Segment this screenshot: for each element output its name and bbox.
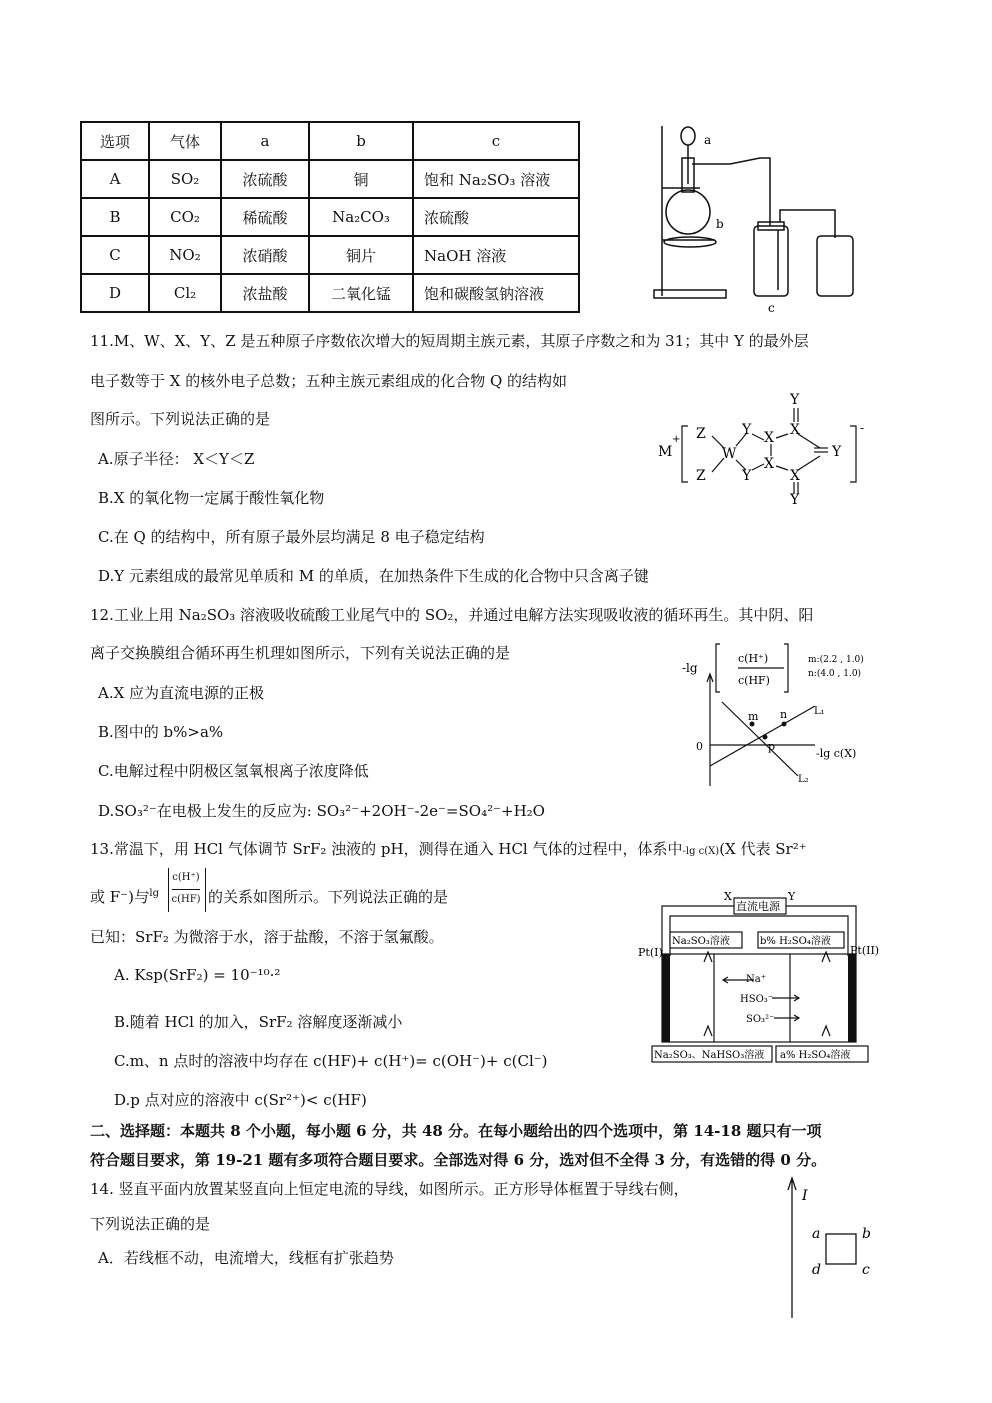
structure-x: X [764,430,774,446]
q14-line2: 下列说法正确的是 [90,1215,211,1233]
table-cell: C [81,236,149,274]
graph-n: n [780,708,788,721]
electrolysis-figure [636,886,886,1070]
table-header-row [81,122,579,160]
structure-z: Z [696,426,706,442]
structure-y: Y [790,492,800,505]
bottom-right-solution: a% H₂SO₄溶液 [780,1050,851,1061]
q11-option-d: D.Y 元素组成的最常见单质和 M 的单质，在加热条件下生成的化合物中只含离子键 [98,567,649,585]
q13-option-b: B.随着 HCl 的加入，SrF₂ 溶解度逐渐减小 [114,1013,403,1031]
graph-m: m [748,710,759,723]
table-cell: 浓盐酸 [221,274,309,312]
graph-m-note: m:(2.2 , 1.0) [808,655,864,665]
q13-frac-bottom: c(HF) [171,894,201,905]
table-header-cell: c [413,122,579,160]
table-cell: 铜 [309,160,413,198]
table-cell: 饱和 Na₂SO₃ 溶液 [413,160,579,198]
table-cell: 二氧化锰 [309,274,413,312]
q11-line1: 11.M、W、X、Y、Z 是五种原子序数依次增大的短周期主族元素，其原子序数之和为 31；其中 Y 的最外层 [90,332,809,350]
graph-n-note: n:(4.0 , 1.0) [808,669,862,679]
q12-option-d: D.SO₃²⁻在电极上发生的反应为: SO₃²⁻+2OH⁻-2e⁻=SO₄²⁻+H₂O [98,802,545,820]
q14-line1: 14. 竖直平面内放置某竖直向上恒定电流的导线，如图所示。正方形导体框置于导线右侧， [90,1180,689,1198]
label-c: c [768,301,775,315]
q12-line1: 12.工业上用 Na₂SO₃ 溶液吸收硫酸工业尾气中的 SO₂，并通过电解方法实现吸收液的循环再生。其中阴、阳 [90,606,814,624]
graph-frac-bottom: c(HF) [738,674,770,687]
section2-line2: 符合题目要求，第 19-21 题有多项符合题目要求。全部选对得 6 分，选对但不全得 3 分，有选错的得 0 分。 [90,1151,827,1169]
table-cell: B [81,198,149,236]
bottom-left-solution: Na₂SO₃、NaHSO₃溶液 [654,1050,765,1061]
table-cell: 浓硫酸 [221,160,309,198]
table-row [81,160,579,198]
structure-x: X [764,456,774,472]
graph-p: p [768,740,776,753]
table-header-cell: a [221,122,309,160]
structure-y: Y [832,444,842,460]
q13-line1-end: (X 代表 Sr²⁺ [719,840,807,858]
q13-option-d: D.p 点对应的溶液中 c(Sr²⁺)< c(HF) [114,1091,367,1109]
table-cell: 稀硫酸 [221,198,309,236]
structure-x: X [790,468,800,484]
structure-y: Y [790,392,800,408]
power-y: Y [788,890,796,903]
table-cell: CO₂ [149,198,221,236]
q14-option-a: A．若线框不动，电流增大，线框有扩张趋势 [98,1249,394,1267]
q13-lg: -lg [146,888,159,899]
structure-minus: - [860,421,865,435]
q11-option-b: B.X 的氧化物一定属于酸性氧化物 [98,489,325,507]
q13-line1 [90,838,807,859]
q13-line1-text: 13.常温下，用 HCl 气体调节 SrF₂ 浊液的 pH，测得在通入 HCl 气体的过程中，体系中 [90,840,683,858]
table-cell: D [81,274,149,312]
electrode-pt1 [662,954,670,1042]
electrode-pt2 [848,954,856,1042]
ion-hso3: HSO₃⁻ [740,994,774,1005]
table-cell: Cl₂ [149,274,221,312]
table-cell: Na₂CO₃ [309,198,413,236]
q12-line2: 离子交换膜组合循环再生机理如图所示，下列有关说法正确的是 [90,644,511,662]
q11-line2: 电子数等于 X 的核外电子总数；五种主族元素组成的化合物 Q 的结构如 [90,372,568,390]
q13-line2-end: 的关系如图所示。下列说法正确的是 [208,888,449,906]
ion-so3: SO₃²⁻ [746,1014,775,1025]
q12-option-a: A.X 应为直流电源的正极 [98,684,265,702]
table-header-cell: 选项 [81,122,149,160]
structure-plus: + [672,434,681,445]
q11-option-a: A.原子半径： X＜Y＜Z [98,450,255,468]
table-cell: 铜片 [309,236,413,274]
q11-option-c: C.在 Q 的结构中，所有原子最外层均满足 8 电子稳定结构 [98,528,485,546]
structure-x: X [790,422,800,438]
gas-apparatus-figure [640,118,870,318]
table-cell: NO₂ [149,236,221,274]
table-header-cell: b [309,122,413,160]
structure-w: W [722,446,737,462]
table-cell: NaOH 溶液 [413,236,579,274]
label-a: a [704,133,712,147]
current-label: I [802,1188,808,1204]
corner-b: b [862,1226,871,1242]
graph-xlabel: -lg c(X) [816,747,857,760]
q13-option-c: C.m、n 点时的溶液中均存在 c(HF)+ c(H⁺)= c(OH⁻)+ c(Cl⁻) [114,1052,548,1070]
corner-a: a [812,1226,821,1242]
q13-lg-x: -lg c(X) [682,846,720,857]
table-row [81,236,579,274]
table-cell: 浓硝酸 [221,236,309,274]
q12-option-b: B.图中的 b%>a% [98,723,224,741]
graph-l2: L₂ [798,774,809,785]
structure-y: Y [742,422,752,438]
table-cell: SO₂ [149,160,221,198]
table-row [81,198,579,236]
point-n [782,722,787,727]
structure-z: Z [696,468,706,484]
top-left-solution: Na₂SO₃溶液 [672,936,730,947]
point-p [763,735,768,740]
q13-frac-line [172,889,200,890]
graph-origin: 0 [696,740,703,753]
corner-c: c [862,1262,870,1278]
lg-graph [680,640,880,790]
compound-q-structure [652,390,882,505]
graph-l1: L₁ [814,706,825,717]
q13-line2-start: 或 F⁻)与 [90,888,149,906]
structure-m: M [658,444,673,460]
q13-option-a: A. Ksp(SrF₂) = 10⁻¹⁰·² [114,966,281,984]
label-b: b [716,217,724,231]
wire-figure [782,1172,892,1322]
table-cell: 浓硫酸 [413,198,579,236]
pt2-label: Pt(II) [850,944,880,957]
pt1-label: Pt(I) [638,946,663,959]
q11-line3: 图所示。下列说法正确的是 [90,410,271,428]
structure-y: Y [742,468,752,484]
graph-frac-top: c(H⁺) [738,652,769,665]
q13-frac-top: c(H⁺) [172,872,200,883]
graph-ylabel: -lg [682,661,698,675]
corner-d: d [812,1262,821,1278]
options-table [80,121,580,313]
q12-option-c: C.电解过程中阴极区氢氧根离子浓度降低 [98,762,369,780]
table-header-cell: 气体 [149,122,221,160]
q13-line3: 已知：SrF₂ 为微溶于水，溶于盐酸，不溶于氢氟酸。 [90,928,444,946]
top-right-solution: b% H₂SO₄溶液 [760,936,831,947]
power-label: 直流电源 [736,900,780,913]
ion-na: Na⁺ [746,974,766,985]
power-x: X [724,890,732,903]
table-cell: 饱和碳酸氢钠溶液 [413,274,579,312]
table-row [81,274,579,312]
table-cell: A [81,160,149,198]
section2-line1: 二、选择题：本题共 8 个小题，每小题 6 分，共 48 分。在每小题给出的四个选项中，第 14-18 题只有一项 [90,1122,822,1140]
